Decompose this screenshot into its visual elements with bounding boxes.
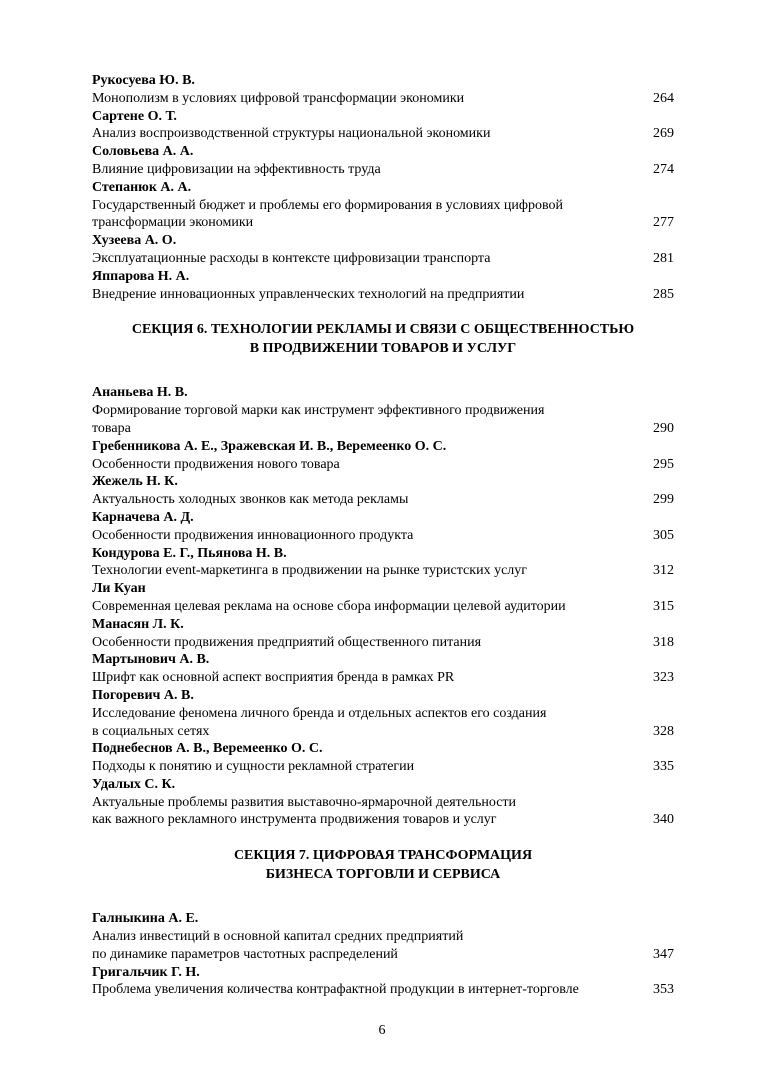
toc-entry (92, 964, 674, 1000)
entry-title-row (92, 420, 674, 438)
entry-page-number: 312 (653, 563, 674, 579)
section-7-entries (92, 910, 674, 999)
entry-page-number: 274 (653, 161, 674, 177)
toc-entry (92, 143, 674, 179)
entry-title-row (92, 250, 674, 268)
toc-entry (92, 108, 674, 144)
entry-title-row (92, 286, 674, 304)
entry-page-number: 347 (653, 946, 674, 962)
entry-title-row (92, 758, 674, 776)
entry-author: Кондурова Е. Г., Пьянова Н. В. (92, 545, 287, 561)
entry-title-row (92, 723, 674, 741)
entry-page-number: 264 (653, 90, 674, 106)
entry-author: Ли Куан (92, 581, 146, 597)
entry-page-number: 335 (653, 759, 674, 775)
entry-author: Хузеева А. О. (92, 233, 177, 249)
section-heading-line: СЕКЦИЯ 6. ТЕХНОЛОГИИ РЕКЛАМЫ И СВЯЗИ С ОБЩЕСТВЕННОСТЬЮ (131, 322, 635, 338)
entry-title-row (92, 669, 674, 687)
entry-author: Карначева А. Д. (92, 509, 194, 525)
entry-title-line: Эксплуатационные расходы в контексте цифровизации транспорта (92, 250, 491, 266)
entry-title-row (92, 598, 674, 616)
entry-page-number: 295 (653, 456, 674, 472)
entry-page-number: 323 (653, 670, 674, 686)
entry-author: Мартынович А. В. (92, 652, 210, 668)
entry-title-line: Особенности продвижения инновационного продукта (92, 527, 414, 543)
toc-entry (92, 580, 674, 616)
entry-author: Погоревич А. В. (92, 687, 194, 703)
entry-page-number: 299 (653, 492, 674, 508)
section-heading-line: БИЗНЕСА ТОРГОВЛИ И СЕРВИСА (265, 866, 501, 882)
section-heading-line: СЕКЦИЯ 7. ЦИФРОВАЯ ТРАНСФОРМАЦИЯ (233, 848, 533, 864)
entry-title-line: Исследование феномена личного бренда и отдельных аспектов его создания (92, 705, 547, 721)
entry-title-line: Проблема увеличения количества контрафактной продукции в интернет-торговле (92, 982, 579, 998)
toc-entry (92, 616, 674, 652)
entry-page-number: 318 (653, 634, 674, 650)
entry-title-line: Внедрение инновационных управленческих технологий на предприятии (92, 286, 525, 302)
entry-author: Сартене О. Т. (92, 108, 177, 124)
entry-title-row (92, 527, 674, 545)
toc-entry (92, 910, 674, 963)
section-6-entries (92, 384, 674, 829)
toc-entry (92, 740, 674, 776)
entry-title-line: как важного рекламного инструмента продвижения товаров и услуг (92, 812, 497, 828)
toc-entry (92, 473, 674, 509)
toc-entry (92, 179, 674, 232)
entry-page-number: 315 (653, 598, 674, 614)
entry-title-row (92, 456, 674, 474)
toc-entry (92, 268, 674, 304)
entry-title-line: Особенности продвижения предприятий общественного питания (92, 634, 482, 650)
entry-title-line: Современная целевая реклама на основе сбора информации целевой аудитории (92, 598, 566, 614)
toc-entry (92, 438, 674, 474)
table-of-contents (92, 72, 674, 999)
entry-title-row (92, 946, 674, 964)
toc-entry (92, 509, 674, 545)
entries-top (92, 72, 674, 303)
entry-title-line: в социальных сетях (92, 723, 210, 739)
entry-author: Яппарова Н. А. (92, 268, 190, 284)
page-number: 6 (378, 1023, 386, 1038)
entry-title-line: Подходы к понятию и сущности рекламной стратегии (92, 759, 415, 775)
entry-author: Галныкина А. Е. (92, 911, 199, 927)
section-heading-line: В ПРОДВИЖЕНИИ ТОВАРОВ И УСЛУГ (249, 340, 517, 356)
entry-page-number: 328 (653, 723, 674, 739)
entry-title-line: товара (92, 420, 131, 436)
entry-title-row (92, 562, 674, 580)
toc-entry (92, 651, 674, 687)
entry-page-number: 305 (653, 527, 674, 543)
entry-title-line: Монополизм в условиях цифровой трансформации экономики (92, 90, 465, 106)
entry-title-row (92, 125, 674, 143)
entry-title-line: Формирование торговой марки как инструмент эффективного продвижения (92, 403, 545, 419)
entry-title-line: Технологии event-маркетинга в продвижении на рынке туристских услуг (92, 563, 528, 579)
entry-title-row (92, 811, 674, 829)
entry-page-number: 290 (653, 420, 674, 436)
entry-title-line: Государственный бюджет и проблемы его формирования в условиях цифровой (92, 197, 563, 213)
entry-title-row (92, 161, 674, 179)
toc-entry (92, 72, 674, 108)
entry-title-row (92, 214, 674, 232)
entry-author: Рукосуева Ю. В. (92, 73, 195, 88)
entry-title-row (92, 981, 674, 999)
entry-page-number: 281 (653, 250, 674, 266)
toc-entry (92, 232, 674, 268)
entry-page-number: 277 (653, 215, 674, 231)
entry-title-row (92, 634, 674, 652)
entry-author: Гребенникова А. Е., Зражевская И. В., Веремеенко О. С. (92, 438, 447, 454)
entry-title-line: трансформации экономики (92, 215, 254, 231)
entry-title-row (92, 491, 674, 509)
entry-page-number: 353 (653, 982, 674, 998)
entry-author: Соловьева А. А. (92, 144, 194, 160)
entry-title-row (92, 90, 674, 108)
entry-title-line: по динамике параметров частотных распределений (92, 946, 398, 962)
entry-title-line: Актуальные проблемы развития выставочно-ярмарочной деятельности (92, 794, 517, 810)
entry-title-line: Анализ инвестиций в основной капитал средних предприятий (92, 929, 464, 945)
section-6-heading (92, 321, 674, 358)
entry-author: Григальчик Г. Н. (92, 964, 200, 980)
entry-page-number: 285 (653, 286, 674, 302)
entry-author: Степанюк А. А. (92, 179, 192, 195)
entry-title-line: Особенности продвижения нового товара (92, 456, 340, 472)
entry-title-line: Шрифт как основной аспект восприятия бренда в рамках PR (92, 670, 455, 686)
entry-author: Поднебеснов А. В., Веремеенко О. С. (92, 741, 323, 757)
entry-author: Жежель Н. К. (92, 474, 178, 490)
entry-page-number: 269 (653, 126, 674, 142)
toc-entry (92, 776, 674, 829)
entry-author: Ананьева Н. В. (92, 385, 188, 401)
entry-author: Удалых С. К. (92, 776, 176, 792)
toc-entry (92, 687, 674, 740)
entry-title-line: Актуальность холодных звонков как метода рекламы (92, 492, 409, 508)
entry-title-line: Анализ воспроизводственной структуры национальной экономики (92, 126, 491, 142)
section-7-heading (92, 847, 674, 884)
entry-author: Манасян Л. К. (92, 616, 184, 632)
entry-title-line: Влияние цифровизации на эффективность труда (92, 161, 381, 177)
toc-entry (92, 384, 674, 437)
toc-entry (92, 545, 674, 581)
entry-page-number: 340 (653, 812, 674, 828)
